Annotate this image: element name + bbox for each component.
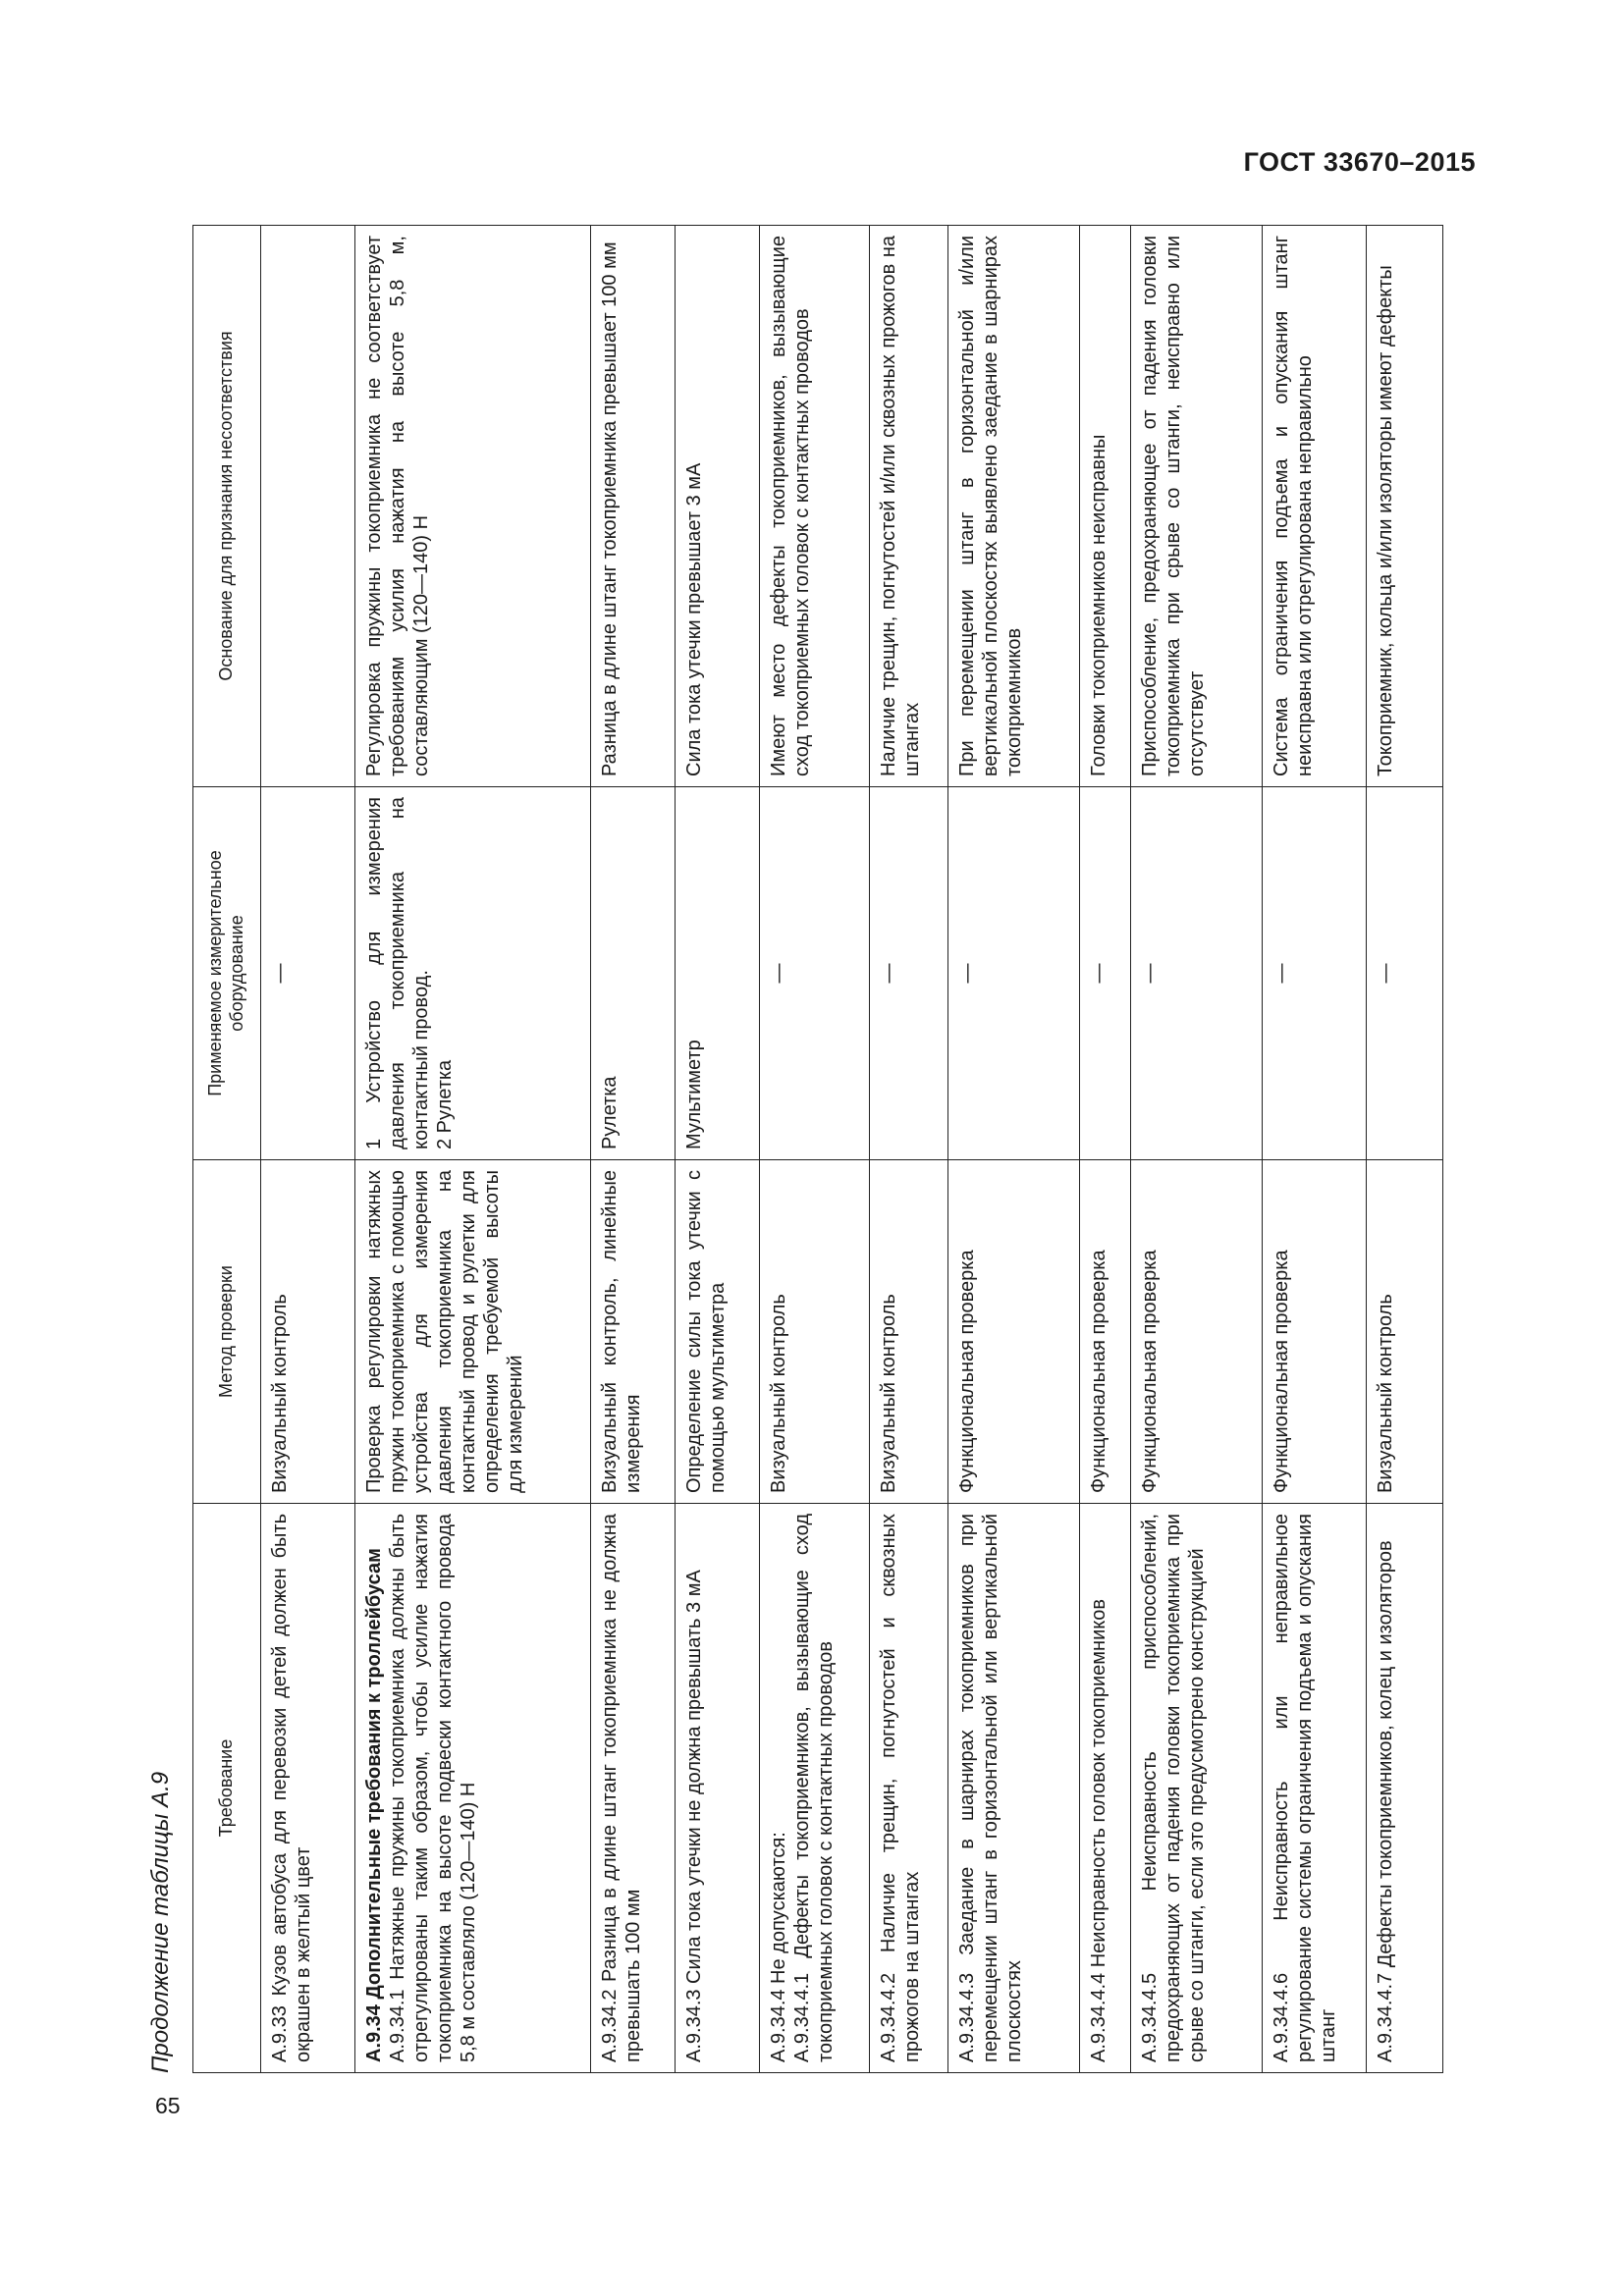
equipment-cell: — bbox=[261, 787, 355, 1160]
requirement-cell: А.9.34.2 Разница в длине штанг токоприемника не должна превышать 100 мм bbox=[591, 1504, 676, 2073]
requirement-text: А.9.34.4.1 Дефекты токоприемников, вызывающие сход токоприемных головок с контактных проводов bbox=[791, 1514, 837, 2062]
requirement-cell: А.9.34.3 Сила тока утечки не должна превышать 3 мА bbox=[676, 1504, 760, 2073]
column-header-method: Метод проверки bbox=[193, 1160, 261, 1504]
table-header-row bbox=[193, 226, 261, 2073]
method-cell: Проверка регулировки натяжных пружин токоприемника с помощью устройства для измерения давления токоприемника на контактный провод и рулетки для определения требуемой высоты для измерений bbox=[355, 1160, 591, 1504]
table-row bbox=[261, 226, 355, 2073]
table-caption: Продолжение таблицы А.9 bbox=[147, 1771, 174, 2073]
method-cell: Функциональная проверка bbox=[1131, 1160, 1263, 1504]
requirement-cell: А.9.34.4.4 Неисправность головок токоприемников bbox=[1080, 1504, 1131, 2073]
table-row bbox=[1263, 226, 1367, 2073]
section-heading: А.9.34 Дополнительные требования к троллейбусам bbox=[363, 1548, 385, 2062]
equipment-cell: Рулетка bbox=[591, 787, 676, 1160]
method-cell: Визуальный контроль bbox=[261, 1160, 355, 1504]
table-row bbox=[1367, 226, 1443, 2073]
equipment-item: 2 Рулетка bbox=[434, 1059, 456, 1149]
method-cell: Функциональная проверка bbox=[1080, 1160, 1131, 1504]
equipment-cell: — bbox=[1080, 787, 1131, 1160]
method-cell: Визуальный контроль bbox=[1367, 1160, 1443, 1504]
equipment-cell: — bbox=[1131, 787, 1263, 1160]
table-row bbox=[1080, 226, 1131, 2073]
basis-cell: Токоприемник, кольца и/или изоляторы имеют дефекты bbox=[1367, 226, 1443, 787]
basis-cell: Наличие трещин, погнутостей и/или сквозных прожогов на штангах bbox=[870, 226, 948, 787]
basis-cell: Разница в длине штанг токоприемника превышает 100 мм bbox=[591, 226, 676, 787]
method-cell: Визуальный контроль, линейные измерения bbox=[591, 1160, 676, 1504]
table-row bbox=[760, 226, 870, 2073]
column-header-requirement: Требование bbox=[193, 1504, 261, 2073]
table-row bbox=[948, 226, 1080, 2073]
equipment-cell: — bbox=[948, 787, 1080, 1160]
basis-cell: Головки токоприемников неисправны bbox=[1080, 226, 1131, 787]
requirement-cell bbox=[355, 1504, 591, 2073]
equipment-cell bbox=[355, 787, 591, 1160]
requirement-cell bbox=[760, 1504, 870, 2073]
method-cell: Функциональная проверка bbox=[948, 1160, 1080, 1504]
table-row bbox=[1131, 226, 1263, 2073]
method-cell: Функциональная проверка bbox=[1263, 1160, 1367, 1504]
table-row bbox=[591, 226, 676, 2073]
equipment-cell: — bbox=[1263, 787, 1367, 1160]
table-row bbox=[676, 226, 760, 2073]
column-header-equipment: Применяемое измерительное оборудование bbox=[193, 787, 261, 1160]
requirement-intro: А.9.34.4 Не допускаются: bbox=[768, 1832, 789, 2062]
basis-cell: При перемещении штанг в горизонтальной и/или вертикальной плоскостях выявлено заедание в шарнирах токоприемников bbox=[948, 226, 1080, 787]
equipment-cell: — bbox=[760, 787, 870, 1160]
requirement-cell: А.9.34.4.5 Неисправность приспособлений, предохраняющих от падения головки токоприемника при срыве со штанги, если это предусмотрено конструкцией bbox=[1131, 1504, 1263, 2073]
method-cell: Визуальный контроль bbox=[760, 1160, 870, 1504]
table-row bbox=[870, 226, 948, 2073]
requirement-cell: А.9.34.4.2 Наличие трещин, погнутостей и сквозных прожогов на штангах bbox=[870, 1504, 948, 2073]
rotated-table-block bbox=[147, 226, 1473, 2073]
basis-cell: Приспособление, предохраняющее от падения головки токоприемника при срыве со штанги, неисправно или отсутствует bbox=[1131, 226, 1263, 787]
basis-cell: Регулировка пружины токоприемника не соответствует требованиям усилия нажатия на высоте 5,8 м, составляющим (120—140) Н bbox=[355, 226, 591, 787]
equipment-cell: — bbox=[870, 787, 948, 1160]
requirement-cell: А.9.33 Кузов автобуса для перевозки детей должен быть окрашен в желтый цвет bbox=[261, 1504, 355, 2073]
equipment-cell: Мультиметр bbox=[676, 787, 760, 1160]
requirement-cell: А.9.34.4.6 Неисправность или неправильное регулирование системы ограничения подъема и опускания штанг bbox=[1263, 1504, 1367, 2073]
requirement-cell: А.9.34.4.7 Дефекты токоприемников, колец и изоляторов bbox=[1367, 1504, 1443, 2073]
requirement-cell: А.9.34.4.3 Заедание в шарнирах токоприемников при перемещении штанг в горизонтальной или вертикальной плоскостях bbox=[948, 1504, 1080, 2073]
method-cell: Визуальный контроль bbox=[870, 1160, 948, 1504]
table-row bbox=[355, 226, 591, 2073]
basis-cell: Система ограничения подъема и опускания штанг неисправна или отрегулирована неправильно bbox=[1263, 226, 1367, 787]
method-cell: Определение силы тока утечки с помощью мультиметра bbox=[676, 1160, 760, 1504]
requirement-text: А.9.34.1 Натяжные пружины токоприемника должны быть отрегулированы таким образом, чтобы усилие нажатия токоприемника на высоте подвески контактного провода 5,8 м составляло (120—140) Н bbox=[387, 1514, 479, 2062]
basis-cell: Сила тока утечки превышает 3 мА bbox=[676, 226, 760, 787]
column-header-basis: Основание для признания несоответствия bbox=[193, 226, 261, 787]
basis-cell: Имеют место дефекты токоприемников, вызывающие сход токоприемных головок с контактных проводов bbox=[760, 226, 870, 787]
basis-cell bbox=[261, 226, 355, 787]
standard-designation: ГОСТ 33670–2015 bbox=[1243, 147, 1476, 177]
equipment-item: 1 Устройство для измерения давления токоприемника на контактный провод. bbox=[363, 797, 432, 1149]
equipment-cell: — bbox=[1367, 787, 1443, 1160]
requirements-table bbox=[192, 225, 1443, 2073]
page-number: 65 bbox=[155, 2093, 181, 2118]
